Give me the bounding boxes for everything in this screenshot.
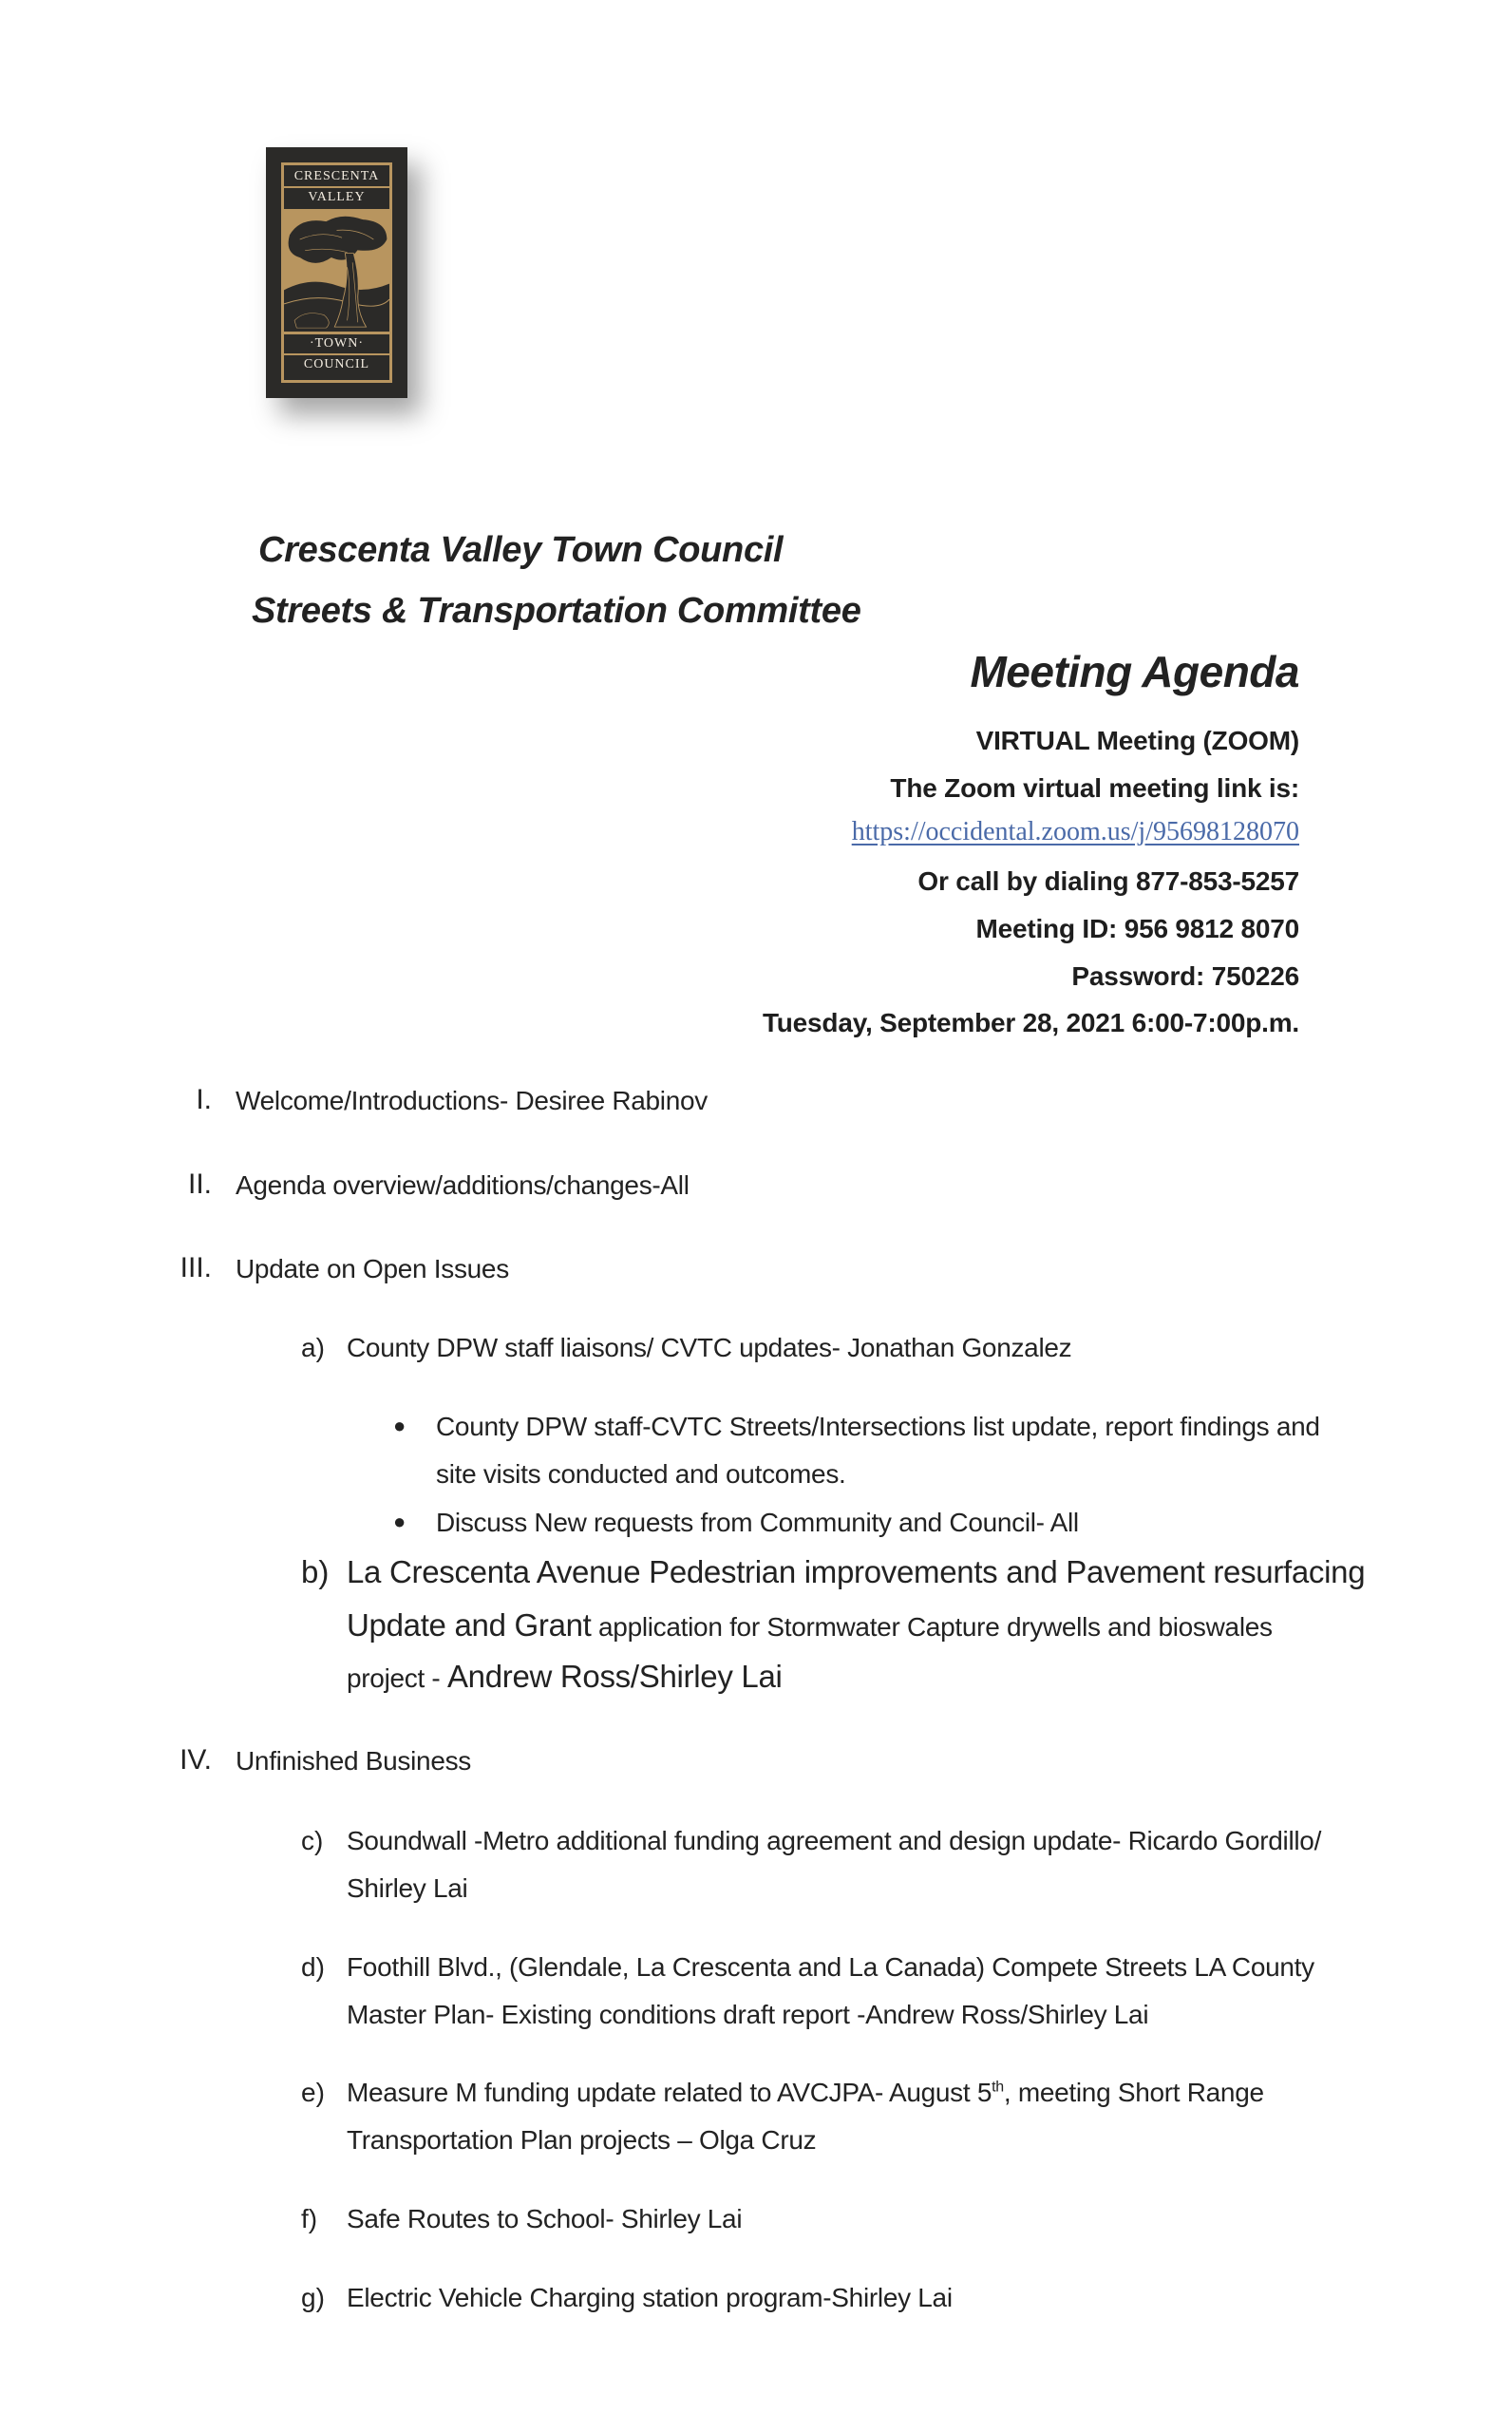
item-text-continued: Transportation Plan projects – Olga Cruz xyxy=(347,2125,817,2155)
item-text-part: Measure M funding update related to AVCJPA- August 5 xyxy=(347,2078,992,2107)
item-text: County DPW staff liaisons/ CVTC updates- Jonathan Gonzalez xyxy=(347,1333,1072,1362)
item-text xyxy=(347,2078,1264,2108)
item-text-continued xyxy=(347,1607,1273,1644)
bullet-icon: ● xyxy=(393,1414,406,1437)
logo-text-town: ·TOWN· xyxy=(284,334,389,355)
meeting-password: Password: 750226 xyxy=(1071,961,1299,991)
meeting-datetime: Tuesday, September 28, 2021 6:00-7:00p.m. xyxy=(762,1008,1299,1037)
bullet-text-continued: site visits conducted and outcomes. xyxy=(436,1459,846,1489)
item-marker: a) xyxy=(301,1333,325,1362)
logo-top-band xyxy=(284,167,389,212)
item-text-detail: application for Stormwater Capture drywells and bioswales xyxy=(591,1612,1273,1642)
logo-text-valley: VALLEY xyxy=(308,190,366,204)
section-numeral: I. xyxy=(196,1084,212,1115)
dial-in-number: Or call by dialing 877-853-5257 xyxy=(917,866,1299,896)
item-marker: g) xyxy=(301,2283,325,2312)
bullet-icon: ● xyxy=(393,1510,406,1533)
item-text: Soundwall -Metro additional funding agreement and design update- Ricardo Gordillo/ xyxy=(347,1826,1322,1855)
logo-text-council: COUNCIL xyxy=(303,357,370,371)
section-numeral: III. xyxy=(180,1252,212,1283)
item-text: Safe Routes to School- Shirley Lai xyxy=(347,2204,743,2233)
item-text: Electric Vehicle Charging station program-Shirley Lai xyxy=(347,2283,953,2312)
item-text-detail: project - xyxy=(347,1663,447,1693)
item-text-continued: Shirley Lai xyxy=(347,1873,468,1903)
logo-bottom-band xyxy=(284,332,389,378)
committee-name: Streets & Transportation Committee xyxy=(252,591,861,631)
section-title: Update on Open Issues xyxy=(236,1254,509,1283)
council-logo xyxy=(266,147,407,398)
item-marker: d) xyxy=(301,1952,325,1982)
org-name: Crescenta Valley Town Council xyxy=(258,530,784,570)
item-text-continued xyxy=(347,1659,783,1695)
oak-tree-icon xyxy=(284,212,389,332)
bullet-text: Discuss New requests from Community and Council- All xyxy=(436,1508,1079,1537)
page-title: Meeting Agenda xyxy=(970,647,1299,696)
item-text-emphasis: Update and Grant xyxy=(347,1607,592,1643)
section-title: Welcome/Introductions- Desiree Rabinov xyxy=(236,1086,708,1115)
item-text: Foothill Blvd., (Glendale, La Crescenta and La Canada) Compete Streets LA County xyxy=(347,1952,1314,1982)
item-text-continued: Master Plan- Existing conditions draft report -Andrew Ross/Shirley Lai xyxy=(347,2000,1149,2029)
logo-frame xyxy=(281,162,392,383)
zoom-link-intro: The Zoom virtual meeting link is: xyxy=(890,773,1299,803)
bullet-text: County DPW staff-CVTC Streets/Intersections list update, report findings and xyxy=(436,1412,1320,1441)
item-text: La Crescenta Avenue Pedestrian improvements and Pavement resurfacing xyxy=(347,1554,1366,1589)
section-numeral: IV. xyxy=(180,1744,212,1776)
item-text-part: , meeting Short Range xyxy=(1003,2078,1264,2107)
item-marker: c) xyxy=(301,1826,324,1855)
zoom-meeting-link[interactable]: https://occidental.zoom.us/j/95698128070 xyxy=(851,817,1299,846)
section-numeral: II. xyxy=(187,1168,212,1200)
ordinal-suffix: th xyxy=(992,2079,1004,2096)
item-marker: e) xyxy=(301,2078,325,2107)
logo-text-crescenta: CRESCENTA xyxy=(284,167,389,188)
section-title: Unfinished Business xyxy=(236,1746,471,1776)
meeting-type: VIRTUAL Meeting (ZOOM) xyxy=(975,726,1299,755)
item-marker: f) xyxy=(301,2204,318,2233)
meeting-id: Meeting ID: 956 9812 8070 xyxy=(975,914,1299,943)
item-presenters: Andrew Ross/Shirley Lai xyxy=(446,1659,783,1694)
section-title: Agenda overview/additions/changes-All xyxy=(236,1170,690,1200)
item-marker: b) xyxy=(301,1554,330,1589)
